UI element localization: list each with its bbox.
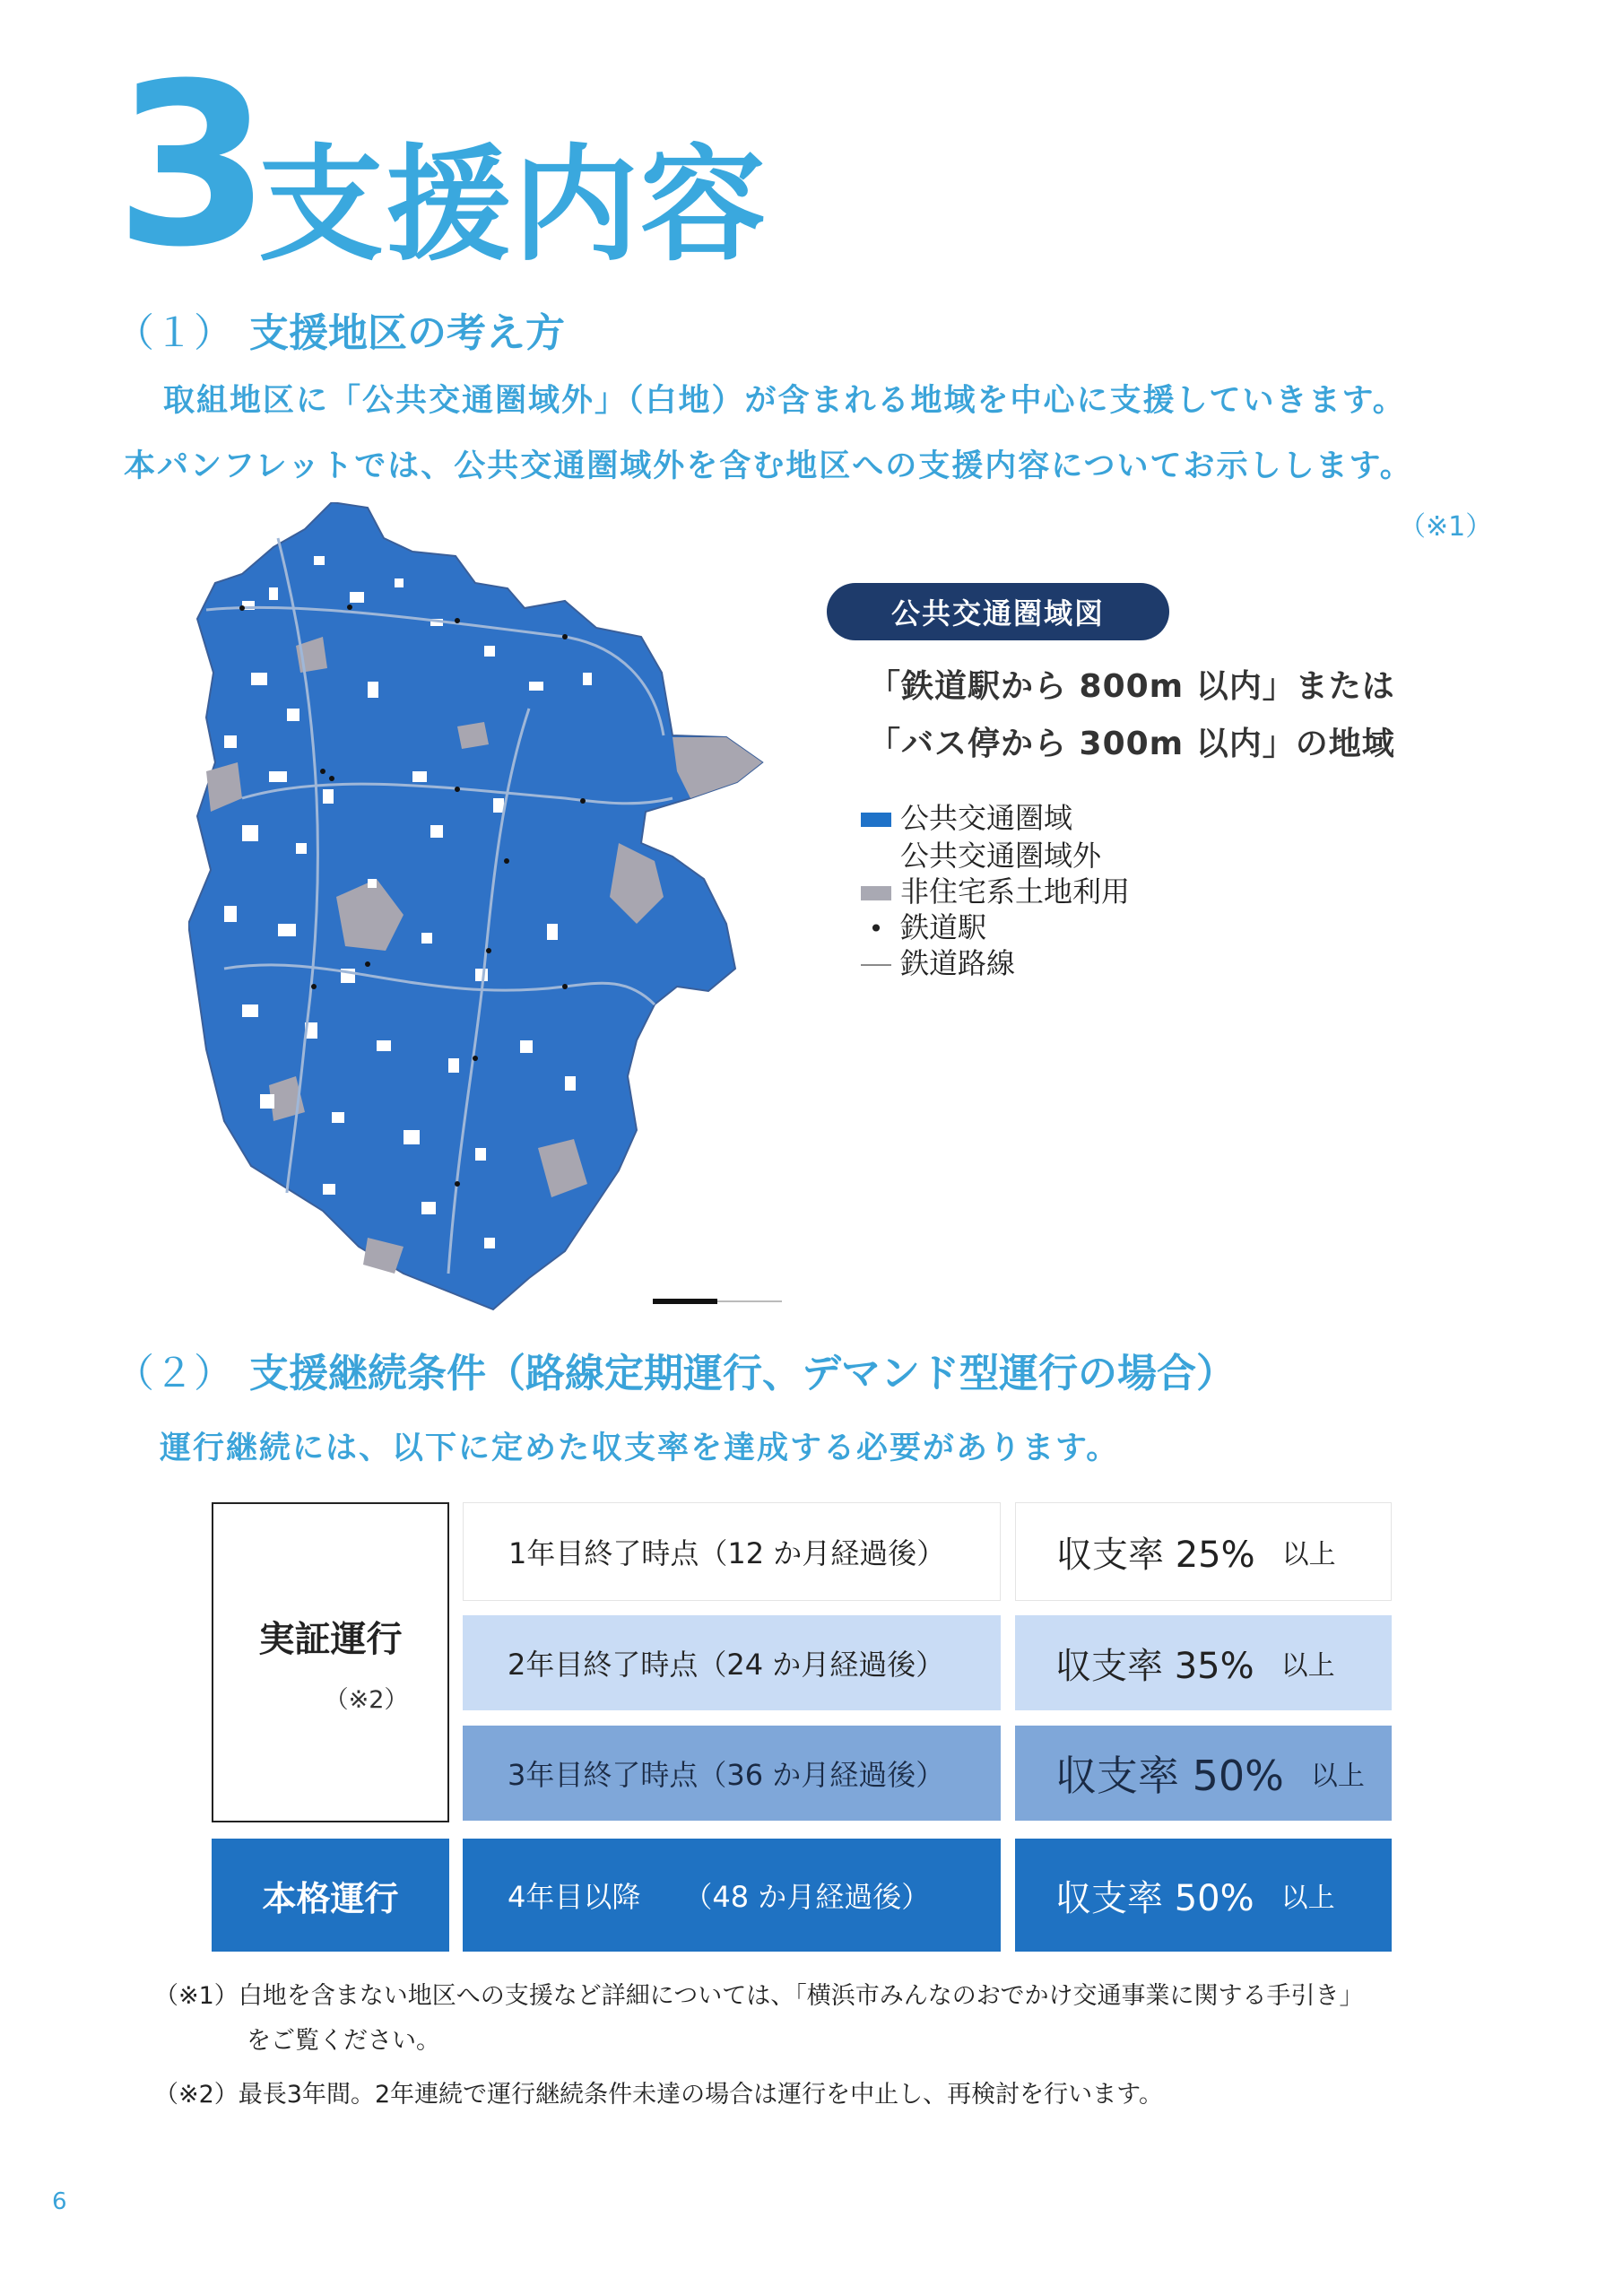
legend-label: 公共交通圏域外	[900, 839, 1102, 873]
table-row-1-rate	[1015, 1502, 1392, 1601]
legend-label: 公共交通圏域	[900, 801, 1073, 835]
table-row-3-rate	[1015, 1726, 1392, 1821]
rate-value: 収支率 50%	[1055, 1752, 1284, 1800]
section2-heading-text: 支援継続条件（路線定期運行、デマンド型運行の場合）	[249, 1351, 1236, 1396]
legend-item-outside	[861, 839, 1102, 873]
legend-item-station	[861, 910, 987, 944]
legend-label: 非住宅系土地利用	[900, 874, 1131, 909]
rate-value: 収支率 25%	[1056, 1534, 1255, 1576]
table-row-4-rate	[1015, 1839, 1392, 1952]
legend-item-rail	[861, 946, 1016, 980]
footnote-2: （※2）最長3年間。2年連続で運行継続条件未達の場合は運行を中止し、再検討を行います。	[154, 2081, 1163, 2109]
rail-line-icon	[861, 964, 891, 966]
legend-desc-1: 「鉄道駅から 800m 以内」または	[868, 668, 1395, 705]
table-row-3-time: 3年目終了時点（36 か月経過後）	[463, 1726, 1001, 1821]
note-ref-1: （※1）	[1399, 511, 1493, 543]
rate-ijo: 以上	[1280, 1650, 1335, 1682]
nonres-swatch	[861, 886, 891, 900]
trial-operation-cell	[212, 1502, 449, 1822]
outside-swatch	[861, 850, 891, 865]
section1-marker: （１）	[115, 310, 233, 356]
legend-label: 鉄道路線	[900, 946, 1016, 980]
full-operation-label: 本格運行	[212, 1839, 449, 1952]
table-row-2-time: 2年目終了時点（24 か月経過後）	[463, 1615, 1001, 1710]
table-row-2-rate	[1015, 1615, 1392, 1710]
table-row-1-time: 1年目終了時点（12 か月経過後）	[463, 1502, 1001, 1601]
rate-ijo: 以上	[1281, 1539, 1336, 1570]
legend-item-nonres	[861, 874, 1131, 909]
section1-line2: 本パンフレットでは、公共交通圏域外を含む地区への支援内容についてお示しします。	[124, 448, 1413, 484]
page-number: 6	[52, 2188, 67, 2215]
coverage-swatch	[861, 813, 891, 827]
section-number: 3	[115, 35, 271, 296]
rate-value: 収支率 35%	[1055, 1645, 1254, 1687]
footnote-1-line2: をご覧ください。	[247, 2027, 440, 2055]
legend-desc-2: 「バス停から 300m 以内」の地域	[868, 726, 1395, 762]
map-scale-bar-light	[717, 1300, 782, 1302]
section2-line1: 運行継続には、以下に定めた収支率を達成する必要があります。	[160, 1431, 1120, 1466]
table-row-4-time: 4年目以降 （48 か月経過後）	[463, 1839, 1001, 1952]
legend-title-badge: 公共交通圏域図	[827, 583, 1169, 640]
page-title: 支援内容	[258, 133, 768, 279]
transit-coverage-map	[188, 502, 834, 1318]
section1-heading	[115, 310, 565, 356]
section2-marker: （２）	[115, 1351, 233, 1396]
rate-ijo: 以上	[1310, 1761, 1365, 1792]
section1-line1: 取組地区に「公共交通圏域外」（白地）が含まれる地域を中心に支援していきます。	[163, 383, 1406, 419]
map-scale-bar	[653, 1299, 717, 1304]
legend-item-coverage	[861, 801, 1073, 835]
rate-value: 収支率 50%	[1055, 1877, 1254, 1919]
trial-operation-label: 実証運行	[258, 1618, 403, 1660]
rate-ijo: 以上	[1280, 1883, 1335, 1914]
section1-heading-text: 支援地区の考え方	[249, 310, 565, 356]
station-dot-icon: •	[868, 914, 884, 944]
footnote-1-line1: （※1）白地を含まない地区への支援など詳細については、「横浜市みんなのおでかけ交通事業に関する手引き」	[154, 1982, 1364, 2010]
map-area	[188, 502, 762, 1309]
trial-note: （※2）	[324, 1685, 409, 1714]
legend-label: 鉄道駅	[900, 910, 987, 944]
section2-heading	[115, 1351, 1236, 1396]
